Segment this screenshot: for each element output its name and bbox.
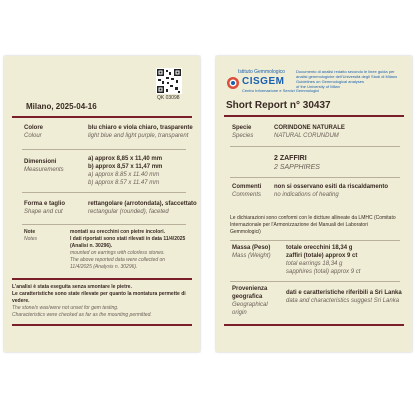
origin-label-en: Geographical [232,302,268,308]
divider [22,192,186,193]
report-card-right [216,56,412,352]
mass-value: zaffiri (totale) approx 9 ct [286,253,358,259]
colour-label-en: Colour [24,133,42,139]
colour-value-en: light blue and light purple, transparent [88,133,189,139]
notes-label: Note [24,229,36,235]
species-label-en: Species [232,133,254,139]
institute-desc: Guidelines on Gemmological analyses [296,79,365,84]
shape-label: Forma e taglio [24,201,66,207]
divider [230,177,400,178]
origin-label: Provenienza [232,286,268,292]
disclaimer-line-en: The stone/s was/were not unset for gem testing. [12,305,119,311]
standards-line: Gemmologici) [230,229,261,235]
mass-value: totale orecchini 18,34 g [286,245,353,251]
qr-code-icon[interactable] [156,68,182,94]
mass-value-en: sapphires (total) approx 9 ct [286,269,361,275]
item-count-en: 2 SAPPHIRES [274,164,320,171]
measurements-label-en: Measurements [24,167,64,173]
mass-label-en: Mass (Weight) [232,253,271,259]
comments-value: non si osservano esiti da riscaldamento [274,184,389,190]
divider [12,116,192,118]
comments-label: Commenti [232,184,262,190]
note-line-en: mounted on earrings with colorless stones. [70,250,165,256]
note-line: (Analisi n. 30296). [70,243,113,249]
divider [12,324,192,326]
colour-label: Colore [24,125,44,131]
divider [230,281,400,282]
item-count: 2 ZAFFIRI [274,155,307,162]
report-card-left [4,56,200,352]
notes-label-en: Notes [24,236,38,242]
origin-value-en: data and characteristics suggest Sri Lanka [286,298,400,304]
institute-brand: CISGEM [242,76,285,87]
institute-subtitle: Centro Informazione e Servizi Gemmologici [242,88,320,93]
cisgem-logo-icon [226,76,240,90]
measurement-b: b) approx 8,57 x 11,47 mm [88,164,163,170]
measurement-b-en: b) approx 8.57 x 11.47 mm [88,180,160,186]
origin-label-en: origin [232,310,247,316]
colour-value: blu chiaro e viola chiaro, trasparente [88,125,193,131]
comments-value-en: no indications of heating [274,192,339,198]
disclaimer-line: vedere. [12,298,30,304]
report-title: Short Report n° 30437 [226,100,331,111]
disclaimer-line: L'analisi è stata eseguita senza smontare le pietre. [12,284,132,290]
institute-desc: analisi gemmologiche dell'Università degli Studi di Milano [296,74,398,79]
standards-line: Internazionale per l'Armonizzazione dei Manuali dei Laboratori [230,222,368,228]
institute-desc: of the University of Milan [296,84,340,89]
disclaimer-line: Le caratteristiche sono state rilevate per quanto la montatura permette di [12,291,186,297]
divider [230,240,400,241]
mass-label: Massa (Peso) [232,245,271,251]
institute-desc: Documento di analisi redatto secondo le linee guida per [296,69,395,74]
shape-value: rettangolare (arrotondata), sfaccettato [88,201,197,207]
divider [22,224,186,225]
measurements-label: Dimensioni [24,159,57,165]
species-value-en: NATURAL CORUNDUM [274,133,339,139]
measurement-a-en: a) approx 8.85 x 11.40 mm [88,172,160,178]
mass-value-en: total earrings 18,34 g [286,261,343,267]
note-line-en: 11/4/2025 (Analysis n. 30296). [70,264,138,270]
shape-value-en: rectangular (rounded), faceted [88,209,169,215]
divider [224,115,404,117]
divider [230,146,400,147]
comments-label-en: Comments [232,192,262,198]
species-value: CORINDONE NATURALE [274,125,345,131]
place-date: Milano, 2025-04-16 [26,102,97,111]
divider [22,149,186,150]
divider [12,278,192,280]
divider [224,324,404,326]
origin-value: dati e caratteristiche riferibili a Sri Lanka [286,290,402,296]
qr-code-label: QK 03098 [157,95,180,101]
institute-name: Istituto Gemmologico [238,69,285,75]
note-line: I dati riportati sono stati rilevati in data 11/4/2025 [70,236,186,242]
note-line: montati su orecchini con pietre incolori. [70,229,166,235]
disclaimer-line-en: Characteristics were checked as far as the mounting permitted. [12,312,152,318]
species-label: Specie [232,125,252,131]
note-line-en: The above reported data were collected on [70,257,166,263]
standards-line: Le dichiarazioni sono conformi con le dictture allineate da LMHC (Comitato [230,215,396,221]
measurement-a: a) approx 8,85 x 11,40 mm [88,156,163,162]
origin-label: geografica [232,294,263,300]
shape-label-en: Shape and cut [24,209,63,215]
